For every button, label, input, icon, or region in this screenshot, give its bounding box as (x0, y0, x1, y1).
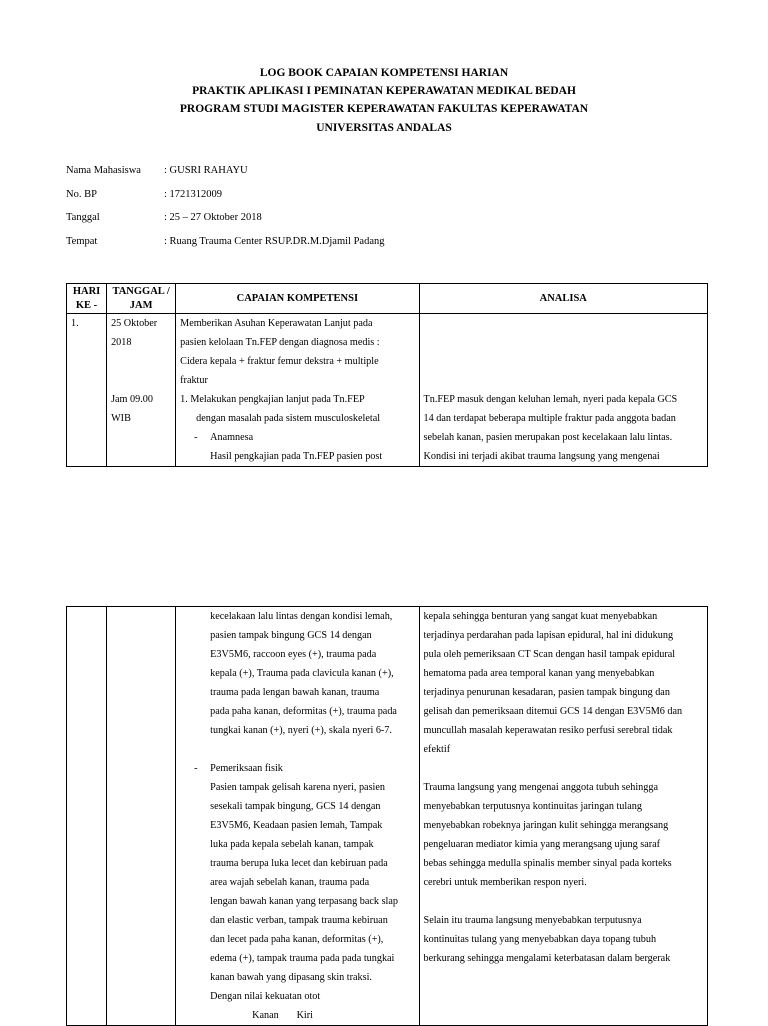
doc-title-line-2: PRAKTIK APLIKASI I PEMINATAN KEPERAWATAN MEDIKAL BEDAH (192, 85, 576, 97)
analisa-p1-line-3: pula oleh pemeriksaan CT Scan dengan hasil tampak epidural (423, 649, 676, 660)
anamnesa-line-1: Hasil pengkajian pada Tn.FEP pasien post (210, 451, 383, 462)
dash-bullet: - (194, 763, 198, 774)
bp-value: : 1721312009 (164, 189, 223, 200)
pemeriksaan-line-6: area wajah sebelah kanan, trauma pada (210, 877, 370, 888)
jam-line-1: Jam 09.00 (111, 394, 153, 405)
dash-bullet: - (194, 432, 198, 443)
analisa-p3-line-3: berkurang sehingga mengalami keterbatasan dalam bergerak (423, 953, 671, 964)
pemeriksaan-line-3: E3V5M6, Keadaan pasien lemah, Tampak (210, 820, 383, 831)
analisa-p1-line-6: gelisah dan pemeriksaan ditemui GCS 14 dengan E3V5M6 dan (423, 706, 683, 717)
cell-analisa (419, 314, 707, 467)
item1-line-1: Melakukan pengkajian lanjut pada Tn.FEP (190, 394, 365, 405)
cell-capaian (176, 314, 419, 467)
analisa-p1-line-5: terjadinya penurunan kesadaran, pasien tampak bingung dan (423, 687, 670, 698)
analisa-p1-line-7: muncullah masalah keperawatan resiko perfusi serebral tidak (423, 725, 673, 736)
pemeriksaan-label: Pemeriksaan fisik (210, 763, 283, 774)
analisa-p1-line-4: hematoma pada area temporal kanan yang menyebabkan (423, 668, 655, 679)
pemeriksaan-line-9: dan lecet pada paha kanan, deformitas (+), (210, 934, 384, 945)
anamnesa-label: Anamnesa (210, 432, 254, 443)
pemeriksaan-line-10: edema (+), tampak trauma pada pada tungkai (210, 953, 395, 964)
cell-tanggal (107, 314, 176, 467)
analisa-p2-line-3: menyebabkan robeknya jaringan kulit sehingga merangsang (423, 820, 669, 831)
doc-title-line-1: LOG BOOK CAPAIAN KOMPETENSI HARIAN (259, 67, 509, 79)
pemeriksaan-line-5: trauma berupa luka lecet dan kebiruan pada (210, 858, 388, 869)
header-hari (67, 284, 107, 314)
tanggal-value: : 25 – 27 Oktober 2018 (164, 212, 262, 223)
header-hari-1: HARI (72, 285, 101, 297)
kekuatan-otot-header: Kanan Kiri (252, 1010, 313, 1021)
doc-title-line-4: UNIVERSITAS ANDALAS (316, 122, 452, 134)
analisa-p2-line-1: Trauma langsung yang mengenai anggota tubuh sehingga (423, 782, 658, 793)
pemeriksaan-line-2: sesekali tampak bingung, GCS 14 dengan (210, 801, 381, 812)
pemeriksaan-line-12: Dengan nilai kekuatan otot (210, 991, 321, 1002)
analisa-p2-line-6: cerebri untuk memberikan respon nyeri. (423, 877, 587, 888)
pemeriksaan-line-8: dan elastic verban, tampak trauma kebiruan (210, 915, 388, 926)
cell-hari (67, 314, 107, 467)
anamnesa-cont-3: E3V5M6, raccoon eyes (+), trauma pada (210, 649, 377, 660)
tempat-value: : Ruang Trauma Center RSUP.DR.M.Djamil Padang (164, 236, 385, 247)
doc-title-line-3: PROGRAM STUDI MAGISTER KEPERAWATAN FAKULTAS KEPERAWATAN (179, 103, 589, 115)
header-tanggal-1: TANGGAL / (112, 285, 170, 297)
header-hari-2: KE - (75, 299, 98, 311)
hari-value: 1. (71, 318, 79, 329)
cell-hari-cont (67, 607, 107, 1026)
pemeriksaan-line-7: lengan bawah kanan yang terpasang back slap (210, 896, 398, 907)
analisa-line-3: sebelah kanan, pasien merupakan post kecelakaan lalu lintas. (423, 432, 673, 443)
anamnesa-cont-1: kecelakaan lalu lintas dengan kondisi lemah, (210, 611, 393, 622)
pemeriksaan-line-11: kanan bawah yang dipasang skin traksi. (210, 972, 372, 983)
capaian-intro-1: Memberikan Asuhan Keperawatan Lanjut pada (180, 318, 373, 329)
anamnesa-cont-5: trauma pada lengan bawah kanan, trauma (210, 687, 380, 698)
bp-label: No. BP (66, 189, 97, 200)
anamnesa-cont-7: tungkai kanan (+), nyeri (+), skala nyeri 6-7. (210, 725, 392, 736)
analisa-p3-line-1: Selain itu trauma langsung menyebabkan terputusnya (423, 915, 642, 926)
capaian-intro-3: Cidera kepala + fraktur femur dekstra + multiple (180, 356, 379, 367)
anamnesa-cont-6: pada paha kanan, deformitas (+), trauma pada (210, 706, 397, 717)
header-tanggal (107, 284, 176, 314)
logbook-table-part-1 (66, 283, 708, 467)
cell-capaian-cont (176, 607, 419, 1026)
pemeriksaan-line-1: Pasien tampak gelisah karena nyeri, pasien (210, 782, 385, 793)
analisa-p3-line-2: kontinuitas tulang yang menyebabkan daya topang tubuh (423, 934, 657, 945)
anamnesa-cont-2: pasien tampak bingung GCS 14 dengan (210, 630, 372, 641)
analisa-p1-line-2: terjadinya perdarahan pada lapisan epidural, hal ini didukung (423, 630, 674, 641)
cell-analisa-cont (419, 607, 707, 1026)
cell-tanggal-cont (107, 607, 176, 1026)
analisa-p2-line-2: menyebabkan terputusnya kontinuitas jaringan tulang (423, 801, 642, 812)
logbook-table-part-2 (66, 606, 708, 1026)
tanggal-line-1: 25 Oktober (111, 318, 158, 329)
analisa-p1-line-1: kepala sehingga benturan yang sangat kuat menyebabkan (423, 611, 658, 622)
table-header-row (67, 284, 708, 314)
item1-line-2: dengan masalah pada sistem musculoskeletal (196, 413, 381, 424)
table-row (67, 607, 708, 1026)
analisa-p1-line-8: efektif (423, 744, 451, 755)
list-item (176, 759, 418, 778)
jam-line-2: WIB (111, 413, 131, 424)
analisa-line-4: Kondisi ini terjadi akibat trauma langsung yang mengenai (423, 451, 660, 462)
list-item (176, 390, 418, 409)
item-number: 1. (180, 394, 188, 405)
analisa-p2-line-4: pengeluaran mediator kimia yang merangsang ujung saraf (423, 839, 661, 850)
capaian-intro-2: pasien kelolaan Tn.FEP dengan diagnosa medis : (180, 337, 380, 348)
tempat-label: Tempat (66, 236, 98, 247)
anamnesa-cont-4: kepala (+), Trauma pada clavicula kanan (+), (210, 668, 394, 679)
analisa-line-1: Tn.FEP masuk dengan keluhan lemah, nyeri pada kepala GCS (423, 394, 678, 405)
header-capaian: CAPAIAN KOMPETENSI (176, 284, 419, 314)
table-row (67, 314, 708, 467)
tanggal-line-2: 2018 (111, 337, 132, 348)
pemeriksaan-line-4: luka pada kepala sebelah kanan, tampak (210, 839, 374, 850)
header-tanggal-2: JAM (129, 299, 153, 311)
tanggal-label: Tanggal (66, 212, 100, 223)
analisa-p2-line-5: bebas sehingga medulla spinalis member sinyal pada korteks (423, 858, 672, 869)
analisa-line-2: 14 dan terdapat beberapa multiple fraktur pada anggota badan (423, 413, 676, 424)
nama-label: Nama Mahasiswa (66, 165, 141, 176)
nama-value: : GUSRI RAHAYU (164, 165, 248, 176)
capaian-intro-4: fraktur (180, 375, 208, 386)
header-analisa: ANALISA (419, 284, 707, 314)
list-item (176, 428, 418, 447)
